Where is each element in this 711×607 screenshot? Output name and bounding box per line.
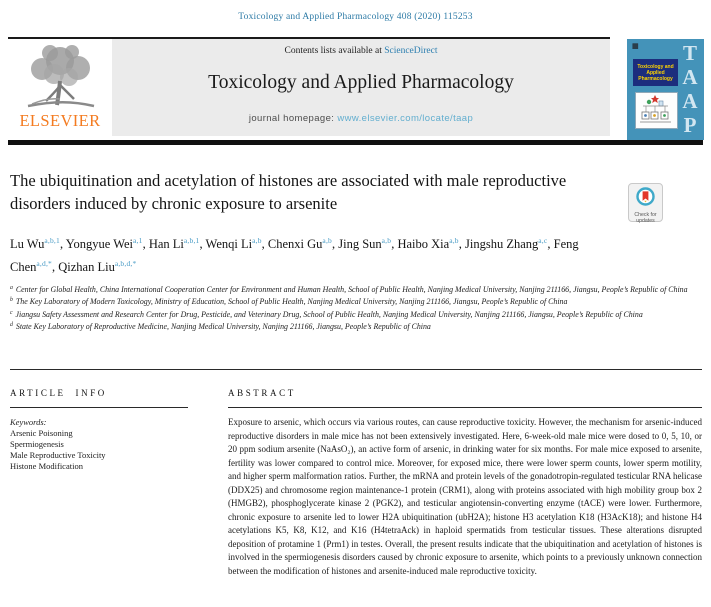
journal-title: Toxicology and Applied Pharmacology [208, 72, 514, 93]
affiliation-text: Center for Global Health, China International Cooperation Center for Environment and Human Health, School of Public Health, Nanjing Medical University, Nanjing 211166, Jiangsu, People’s Republic of China [13, 285, 688, 294]
article-info-rule [10, 407, 188, 408]
author-affiliation-superscript: a,b [252, 236, 262, 245]
journal-homepage-link[interactable]: www.elsevier.com/locate/taap [337, 113, 474, 124]
author-affiliation-superscript: a,b [449, 236, 459, 245]
author-affiliation-superscript: a,b,1 [44, 236, 60, 245]
banner-separator-bar [8, 140, 703, 145]
journal-cover-thumbnail[interactable] [627, 39, 704, 140]
author-name: Wenqi Li [205, 237, 253, 251]
author-list: Lu Wu$^{a,b,1}$, Yongyue Wei$^{a,1}$, Han Li$^{a,b,1}$, Wenqi Li$^{a,b}$, Chenxi Gu$^{a,b}$, Jing Sun$^{a,b}$, Haibo Xia$^{a,b}$, Jingshu Zhang$^{a,c}$, Feng Chen$^{a,d,*}$, Qizhan Liu$^{a,b,d,*}$ [10, 236, 579, 274]
check-for-updates-badge[interactable] [628, 183, 663, 222]
author-name: Haibo Xia [397, 237, 450, 251]
elsevier-tree-icon [14, 41, 106, 113]
cover-acronym [679, 41, 701, 137]
affiliation-item [10, 308, 704, 320]
author-affiliation-superscript: a,b [381, 236, 392, 245]
author-name: Qizhan Liu [58, 260, 115, 274]
affiliation-superscript: b [10, 297, 13, 304]
elsevier-logo[interactable] [10, 41, 110, 137]
affiliation-superscript: a [10, 285, 13, 291]
abstract-text: Exposure to arsenic, which occurs via various routes, can cause reproductive toxicity. However, the mechanism for arsenic-induced reproductive disorders in male mice has not been extensively investigated. Here, 6-week-old male mice were dosed to 0, 5, 10, or 20 ppm sodium arsenite (NaAsO₂), an active form of arsenic, in drinking water for six months. For male mice exposed to arsenite, fertility was lower compared to control mice. Moreover, for exposed mice, there were lower sperm counts, lower sperm motility, and higher sperm malformation ratios. Further, the mRNA and protein levels of the gonadotropin-regulated testicular RNA helicase (DDX25) and chromosome region maintenance-1 protein (CRM1), along with proteins associated with high mobility group box 2 (HMGB2), phosphoglycerate kinase 2 (PGK2), and testicular angiotensin-converting enzyme (tACE) were lower. Furthermore, chronic exposure to arsenite led to lower H2A ubiquitination (ubH2A); histone H3 acetylation K18 (H3AcK18); and histone H4 acetylations K5, K8, K12, and K16 (H4tetraAck) in haploid spermatids from testicular tissues. These alterations disrupted deposition of protamine 1 (Prm1) in testes. Overall, the present results indicate that the ubiquitination and acetylation of histones is involved in the spermiogenesis disorders caused by chronic exposure to arsenite, which points to a previously unknown connection between the modification of histones and arsenite-induced male reproductive toxicity. [228, 417, 702, 576]
elsevier-wordmark: ELSEVIER [19, 111, 101, 130]
homepage-prefix: journal homepage: [248, 113, 338, 124]
affiliation-text: The Key Laboratory of Modern Toxicology, Ministry of Education, School of Public Health, Nanjing Medical University, Nanjing 211166, Jiangsu, People’s Republic of China [13, 297, 568, 307]
author-name: Jing Sun [338, 237, 382, 251]
abstract-rule [228, 407, 702, 408]
author-affiliation-superscript: a,1 [133, 236, 143, 245]
cover-figure [635, 92, 678, 129]
keyword-item: Histone Modification [10, 461, 83, 471]
cover-title: Toxicology and Applied Pharmacology [637, 63, 674, 82]
section-divider-rule [10, 369, 702, 370]
cover-acronym-letter: P [683, 113, 697, 137]
author-name: Feng Chen [10, 237, 579, 274]
contents-list-prefix: Contents lists available at [284, 46, 385, 56]
page-header-citation: Toxicology and Applied Pharmacology 408 (2020) 115253 [238, 12, 473, 22]
keyword-item: Spermiogenesis [10, 439, 64, 449]
author-affiliation-superscript: a,c [538, 236, 548, 245]
article-title: The ubiquitination and acetylation of histones are associated with male reproductive disorders induced by chronic exposure to arsenite [10, 171, 567, 213]
contents-list-line [112, 46, 610, 56]
affiliation-superscript: d [10, 322, 13, 329]
article-info-header: ARTICLE INFO [10, 388, 107, 398]
keyword-item: Arsenic Poisoning [10, 428, 73, 438]
author-affiliation-superscript: a,d,* [36, 259, 52, 268]
check-for-updates-label: Check for updates [634, 212, 657, 224]
journal-banner [112, 39, 610, 136]
cover-acronym-letter: A [682, 65, 698, 89]
affiliation-superscript: c [10, 309, 13, 316]
affiliation-item [10, 295, 704, 307]
keywords-list [10, 428, 188, 472]
cover-acronym-letter: A [682, 89, 698, 113]
affiliation-item [10, 283, 704, 295]
author-affiliation-superscript: a,b,1 [183, 236, 200, 245]
affiliation-text: State Key Laboratory of Reproductive Medicine, Nanjing Medical University, Nanjing 211166, Jiangsu, People’s Republic of China [13, 322, 431, 332]
affiliation-text: Jiangsu Safety Assessment and Research Center for Drug, Pesticide, and Veterinary Drug, School of Public Health, Nanjing Medical University, Nanjing 211166, Jiangsu, People’s Republic of China [13, 309, 643, 319]
keywords-label: Keywords: [10, 417, 47, 427]
author-name: Han Li [148, 237, 184, 251]
author-name: Chenxi Gu [267, 237, 323, 251]
author-affiliation-superscript: a,b [322, 236, 332, 245]
cover-publisher-mark-icon: ▦ [632, 42, 639, 50]
author-name: Jingshu Zhang [465, 237, 539, 251]
crossmark-icon [635, 186, 656, 207]
keyword-item: Male Reproductive Toxicity [10, 450, 106, 460]
journal-homepage-line [112, 113, 610, 124]
cover-title-box [633, 59, 678, 86]
sciencedirect-link[interactable]: ScienceDirect [384, 46, 438, 56]
abstract-header: ABSTRACT [228, 388, 296, 398]
cover-acronym-letter: T [682, 41, 697, 65]
author-name: Lu Wu [10, 237, 45, 251]
affiliation-list [10, 283, 704, 333]
author-affiliation-superscript: a,b,d,* [114, 259, 137, 268]
affiliation-item [10, 320, 704, 332]
author-name: Yongyue Wei [65, 237, 134, 251]
